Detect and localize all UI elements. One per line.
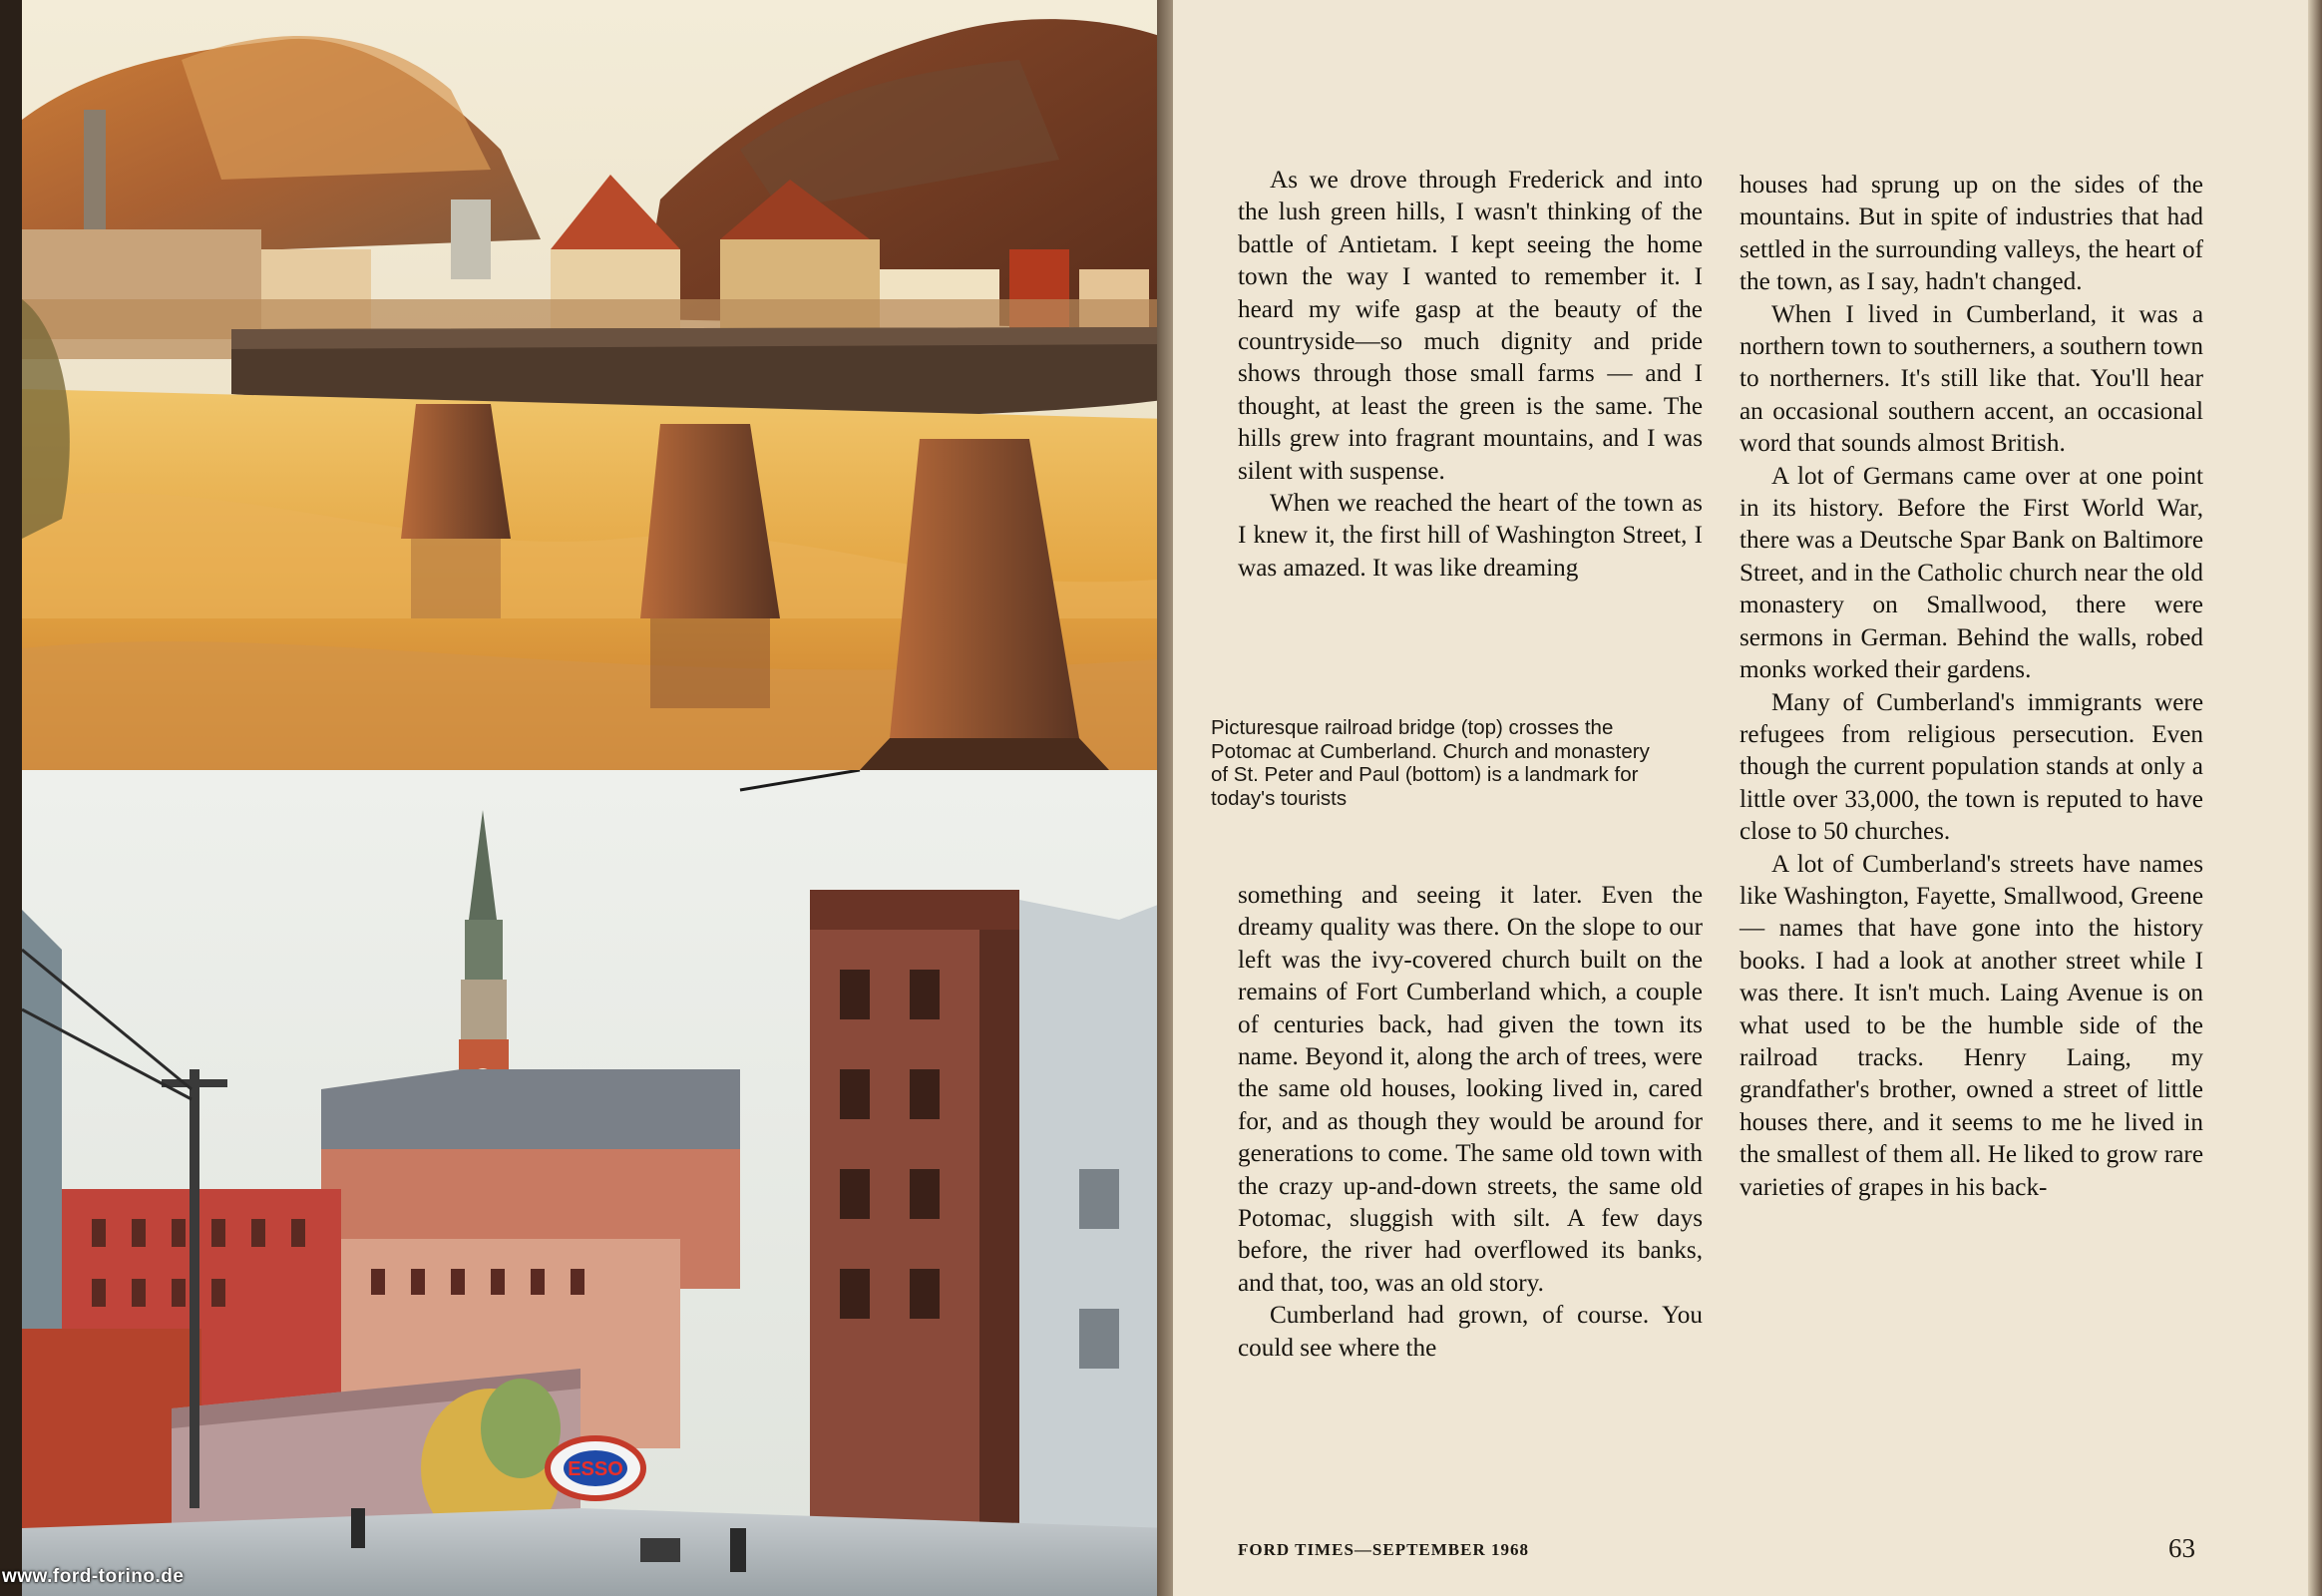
church-monastery-illustration — [22, 770, 1171, 1596]
publication-footer: FORD TIMES—SEPTEMBER 1968 — [1238, 1540, 1530, 1559]
article-paragraph: something and seeing it later. Even the dreamy quality was there. On the slope to our left was the ivy-covered church built on the remains of Fort Cumberland which, a couple of centuries back, had given the town its name. Beyond it, along the arch of trees, were the same old houses, looking lived in, cared for, and as though they would be around for generations to come. The same old town with the crazy up-and-down streets, the same old Potomac, sluggish with silt. A few days before, the river had overflowed its banks, and that, too, was an old story. — [1238, 882, 1703, 1297]
page-number: 63 — [2168, 1533, 2195, 1563]
illustration-caption: Picturesque railroad bridge (top) crosses the Potomac at Cumberland. Church and monastery of St. Peter and Paul (bottom) is a landmark for today's tourists — [1211, 716, 1650, 810]
article-paragraph: When we reached the heart of the town as I knew it, the first hill of Washington Street, I was amazed. It was like dreaming — [1238, 490, 1703, 582]
article-paragraph: As we drove through Frederick and into the lush green hills, I wasn't thinking of the battle of Antietam. I kept seeing the home town the way I wanted to remember it. I heard my wife gasp at the beauty of the countryside—so much dignity and pride shows through those small farms — and I thought, at least the green is the same. The hills grew into fragrant mountains, and I was silent with suspense. — [1238, 167, 1703, 485]
article-paragraph: A lot of Germans came over at one point in its history. Before the First World War, there was a Deutsche Spar Bank on Baltimore Street, and in the Catholic church near the old monastery on Smallwood, there were sermons in German. Behind the walls, robed monks worked their gardens. — [1740, 462, 2203, 684]
article-paragraph: A lot of Cumberland's streets have names like Washington, Fayette, Smallwood, Greene — names that have gone into the history books. I had a look at another street while I was there. It isn't much. Laing Avenue is on what used to be the humble side of the railroad tracks. Henry Laing, my grandfather's brother, owned a street of little houses there, and it seems to me he lived in the smallest of them all. He liked to grow rare varieties of grapes in his back- — [1740, 850, 2203, 1201]
site-watermark: www.ford-torino.de — [2, 1566, 185, 1587]
article-column-b — [1238, 880, 1703, 1365]
article-column-a — [1238, 165, 1703, 585]
page-edge — [2308, 0, 2322, 1596]
article-column-c — [1740, 170, 2203, 1204]
esso-sign-text: ESSO — [568, 1458, 623, 1480]
article-paragraph: Cumberland had grown, of course. You could see where the — [1238, 1302, 1703, 1362]
article-paragraph: Many of Cumberland's immigrants were refugees from religious persecution. Even though the current population stands at only a little over 33,000, the town is reputed to have close to 50 churches. — [1740, 688, 2203, 846]
article-paragraph: houses had sprung up on the sides of the mountains. But in spite of industries that had settled in the surrounding valleys, the heart of the town, as I say, hadn't changed. — [1740, 172, 2203, 296]
article-paragraph: When I lived in Cumberland, it was a northern town to southerners, a southern town to northerners. It's still like that. You'll hear an occasional southern accent, an occasional word that sounds almost British. — [1740, 300, 2203, 458]
railroad-bridge-illustration — [22, 0, 1171, 770]
